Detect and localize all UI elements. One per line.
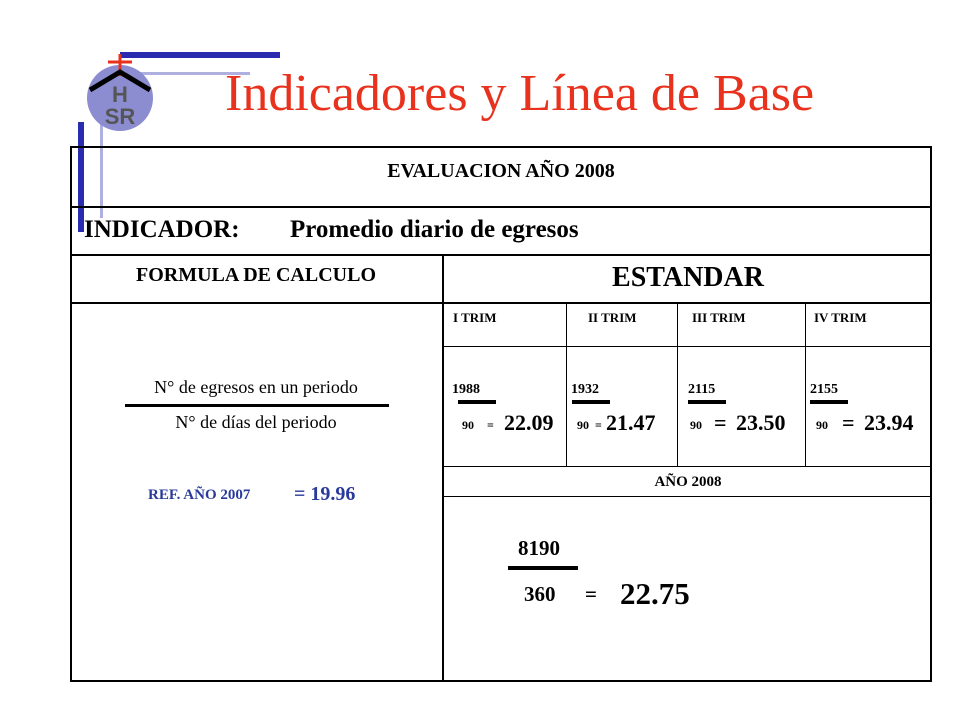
q3-numerator: 2115 bbox=[688, 382, 716, 397]
q4-numerator: 2155 bbox=[810, 382, 838, 397]
quarter-label-2: II TRIM bbox=[588, 310, 637, 325]
q2-equals: = bbox=[595, 418, 602, 432]
quarter-label-4: IV TRIM bbox=[814, 310, 867, 325]
vrule-main bbox=[442, 254, 444, 682]
rule-quarter-values bbox=[443, 466, 932, 467]
q4-result: 23.94 bbox=[864, 410, 914, 435]
logo-letters-sr: SR bbox=[104, 104, 136, 129]
q4-fraction-bar bbox=[810, 400, 848, 404]
logo-letter-h: H bbox=[112, 82, 128, 107]
q2-numerator: 1932 bbox=[571, 382, 599, 397]
q1-numerator: 1988 bbox=[452, 382, 480, 397]
q3-equals: = bbox=[714, 410, 727, 435]
q2-result: 21.47 bbox=[606, 410, 656, 435]
vrule-q3 bbox=[805, 304, 806, 466]
vrule-q1 bbox=[566, 304, 567, 466]
q3-denominator: 90 bbox=[690, 418, 702, 432]
indicator-value: Promedio diario de egresos bbox=[290, 216, 579, 243]
formula-denominator: N° de días del periodo bbox=[175, 412, 337, 432]
table-header: EVALUACION AÑO 2008 bbox=[387, 160, 615, 182]
year-label: AÑO 2008 bbox=[654, 474, 722, 490]
q1-result: 22.09 bbox=[504, 410, 554, 435]
year-fraction-bar bbox=[508, 566, 578, 570]
q3-fraction-bar bbox=[688, 400, 726, 404]
q1-denominator: 90 bbox=[462, 418, 474, 432]
year-equals: = bbox=[585, 582, 597, 606]
reference-label: REF. AÑO 2007 bbox=[148, 487, 251, 503]
rule-3 bbox=[70, 302, 932, 304]
year-result: 22.75 bbox=[620, 576, 690, 611]
year-numerator: 8190 bbox=[518, 536, 560, 560]
vrule-q2 bbox=[677, 304, 678, 466]
indicator-label: INDICADOR: bbox=[84, 216, 240, 243]
reference-value: = 19.96 bbox=[294, 483, 356, 505]
rule-1 bbox=[70, 206, 932, 208]
q4-denominator: 90 bbox=[816, 418, 828, 432]
page-title: Indicadores y Línea de Base bbox=[225, 65, 815, 122]
rule-year-label bbox=[443, 496, 932, 497]
rule-quarter-labels bbox=[443, 346, 932, 347]
quarter-label-3: III TRIM bbox=[692, 310, 746, 325]
q2-fraction-bar bbox=[572, 400, 610, 404]
rule-2 bbox=[70, 254, 932, 256]
year-denominator: 360 bbox=[524, 582, 556, 606]
formula-header: FORMULA DE CALCULO bbox=[135, 264, 376, 286]
hospital-logo-icon bbox=[80, 50, 160, 134]
q4-equals: = bbox=[842, 410, 855, 435]
formula-fraction-bar bbox=[125, 404, 389, 407]
quarter-label-1: I TRIM bbox=[453, 310, 497, 325]
q2-denominator: 90 bbox=[577, 418, 589, 432]
q3-result: 23.50 bbox=[736, 410, 786, 435]
q1-fraction-bar bbox=[458, 400, 496, 404]
q1-equals: = bbox=[487, 418, 494, 432]
standard-header: ESTANDAR bbox=[612, 262, 764, 293]
formula-numerator: N° de egresos en un periodo bbox=[154, 377, 358, 397]
